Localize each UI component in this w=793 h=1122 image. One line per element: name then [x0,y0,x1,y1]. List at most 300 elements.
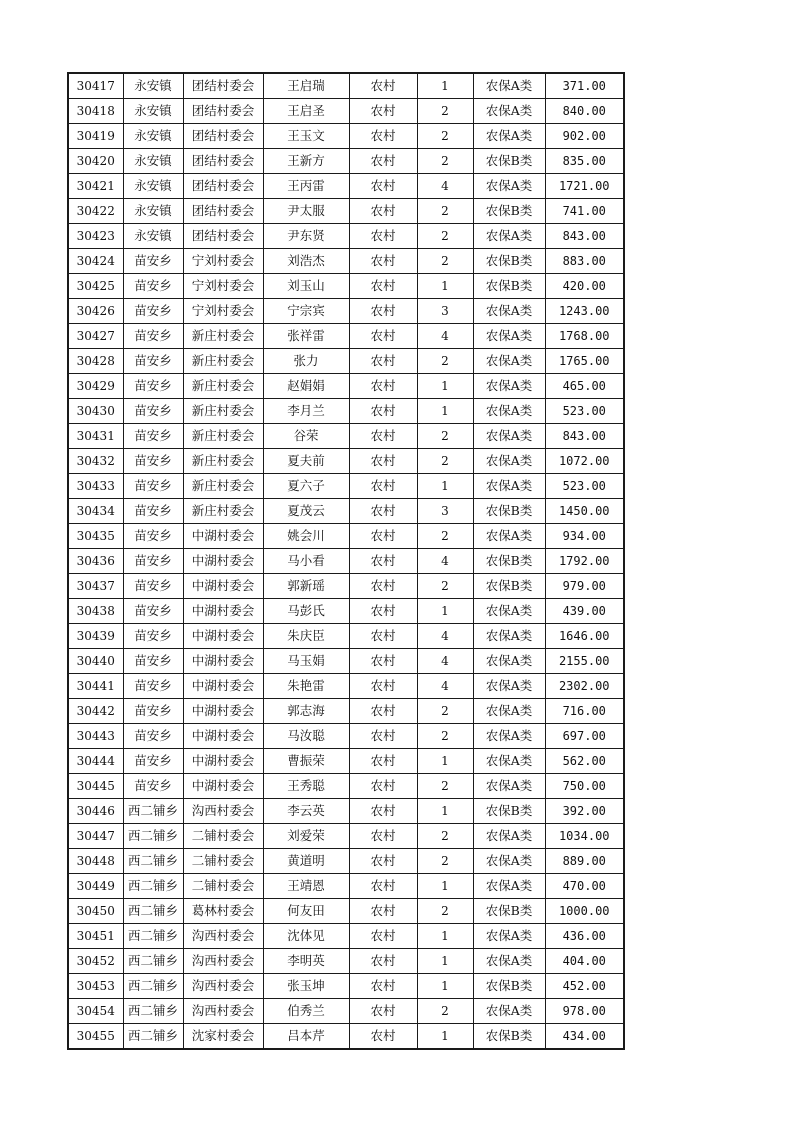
id-cell: 30419 [68,124,123,149]
village-cell: 中湖村委会 [183,549,263,574]
area-type-cell: 农村 [349,524,417,549]
village-cell: 团结村委会 [183,73,263,99]
amount-cell: 465.00 [545,374,624,399]
name-cell: 郭新瑶 [263,574,349,599]
amount-cell: 1646.00 [545,624,624,649]
area-type-cell: 农村 [349,899,417,924]
table-row [68,299,624,324]
table-row [68,999,624,1024]
area-type-cell: 农村 [349,299,417,324]
township-cell: 永安镇 [123,124,183,149]
amount-cell: 1000.00 [545,899,624,924]
household-size-cell: 2 [417,699,473,724]
township-cell: 苗安乡 [123,449,183,474]
household-size-cell: 1 [417,1024,473,1050]
village-cell: 团结村委会 [183,199,263,224]
id-cell: 30453 [68,974,123,999]
name-cell: 朱艳雷 [263,674,349,699]
village-cell: 中湖村委会 [183,724,263,749]
area-type-cell: 农村 [349,999,417,1024]
area-type-cell: 农村 [349,974,417,999]
area-type-cell: 农村 [349,499,417,524]
village-cell: 团结村委会 [183,149,263,174]
category-cell: 农保A类 [473,424,545,449]
amount-cell: 404.00 [545,949,624,974]
amount-cell: 843.00 [545,224,624,249]
table-row [68,924,624,949]
table-row [68,649,624,674]
household-size-cell: 1 [417,974,473,999]
table-row [68,324,624,349]
table-row [68,849,624,874]
household-size-cell: 2 [417,899,473,924]
category-cell: 农保B类 [473,199,545,224]
category-cell: 农保A类 [473,624,545,649]
amount-cell: 420.00 [545,274,624,299]
household-size-cell: 2 [417,124,473,149]
name-cell: 王玉文 [263,124,349,149]
amount-cell: 978.00 [545,999,624,1024]
category-cell: 农保A类 [473,324,545,349]
id-cell: 30446 [68,799,123,824]
township-cell: 苗安乡 [123,599,183,624]
household-size-cell: 4 [417,624,473,649]
household-size-cell: 2 [417,224,473,249]
household-size-cell: 2 [417,574,473,599]
township-cell: 西二铺乡 [123,1024,183,1050]
name-cell: 吕本芹 [263,1024,349,1050]
id-cell: 30443 [68,724,123,749]
id-cell: 30441 [68,674,123,699]
village-cell: 二铺村委会 [183,824,263,849]
category-cell: 农保A类 [473,124,545,149]
village-cell: 中湖村委会 [183,574,263,599]
amount-cell: 843.00 [545,424,624,449]
name-cell: 谷荣 [263,424,349,449]
township-cell: 永安镇 [123,149,183,174]
household-size-cell: 2 [417,449,473,474]
area-type-cell: 农村 [349,199,417,224]
category-cell: 农保A类 [473,174,545,199]
table-row [68,424,624,449]
village-cell: 宁刘村委会 [183,249,263,274]
category-cell: 农保B类 [473,899,545,924]
name-cell: 马玉娟 [263,649,349,674]
category-cell: 农保B类 [473,499,545,524]
table-row [68,449,624,474]
amount-cell: 1072.00 [545,449,624,474]
village-cell: 沟西村委会 [183,974,263,999]
area-type-cell: 农村 [349,649,417,674]
amount-cell: 1034.00 [545,824,624,849]
area-type-cell: 农村 [349,874,417,899]
area-type-cell: 农村 [349,374,417,399]
area-type-cell: 农村 [349,224,417,249]
household-size-cell: 2 [417,524,473,549]
village-cell: 团结村委会 [183,224,263,249]
area-type-cell: 农村 [349,73,417,99]
area-type-cell: 农村 [349,349,417,374]
id-cell: 30417 [68,73,123,99]
name-cell: 郭志海 [263,699,349,724]
area-type-cell: 农村 [349,849,417,874]
township-cell: 苗安乡 [123,499,183,524]
village-cell: 新庄村委会 [183,399,263,424]
village-cell: 沟西村委会 [183,799,263,824]
township-cell: 永安镇 [123,73,183,99]
id-cell: 30455 [68,1024,123,1050]
table-row [68,574,624,599]
category-cell: 农保A类 [473,399,545,424]
id-cell: 30430 [68,399,123,424]
township-cell: 苗安乡 [123,674,183,699]
area-type-cell: 农村 [349,599,417,624]
id-cell: 30433 [68,474,123,499]
table-row [68,624,624,649]
village-cell: 沟西村委会 [183,999,263,1024]
household-size-cell: 1 [417,949,473,974]
table-row [68,949,624,974]
name-cell: 黄道明 [263,849,349,874]
area-type-cell: 农村 [349,624,417,649]
area-type-cell: 农村 [349,1024,417,1050]
area-type-cell: 农村 [349,699,417,724]
area-type-cell: 农村 [349,474,417,499]
name-cell: 姚会川 [263,524,349,549]
household-size-cell: 1 [417,73,473,99]
township-cell: 苗安乡 [123,624,183,649]
id-cell: 30447 [68,824,123,849]
name-cell: 朱庆臣 [263,624,349,649]
township-cell: 苗安乡 [123,474,183,499]
area-type-cell: 农村 [349,724,417,749]
table-row [68,899,624,924]
township-cell: 苗安乡 [123,299,183,324]
table-row [68,724,624,749]
household-size-cell: 2 [417,774,473,799]
area-type-cell: 农村 [349,749,417,774]
id-cell: 30451 [68,924,123,949]
village-cell: 新庄村委会 [183,474,263,499]
category-cell: 农保A类 [473,774,545,799]
amount-cell: 436.00 [545,924,624,949]
id-cell: 30436 [68,549,123,574]
name-cell: 夏茂云 [263,499,349,524]
household-size-cell: 2 [417,824,473,849]
table-row [68,774,624,799]
id-cell: 30425 [68,274,123,299]
category-cell: 农保B类 [473,149,545,174]
household-size-cell: 4 [417,549,473,574]
township-cell: 苗安乡 [123,374,183,399]
township-cell: 西二铺乡 [123,974,183,999]
table-row [68,699,624,724]
category-cell: 农保A类 [473,474,545,499]
household-size-cell: 1 [417,924,473,949]
name-cell: 伯秀兰 [263,999,349,1024]
id-cell: 30437 [68,574,123,599]
table-row [68,374,624,399]
township-cell: 西二铺乡 [123,824,183,849]
village-cell: 新庄村委会 [183,324,263,349]
table-row [68,974,624,999]
amount-cell: 523.00 [545,399,624,424]
village-cell: 二铺村委会 [183,849,263,874]
household-size-cell: 1 [417,274,473,299]
township-cell: 西二铺乡 [123,849,183,874]
amount-cell: 697.00 [545,724,624,749]
category-cell: 农保B类 [473,1024,545,1050]
township-cell: 苗安乡 [123,399,183,424]
name-cell: 何友田 [263,899,349,924]
household-size-cell: 2 [417,149,473,174]
name-cell: 王靖恩 [263,874,349,899]
village-cell: 宁刘村委会 [183,299,263,324]
amount-cell: 1450.00 [545,499,624,524]
amount-cell: 883.00 [545,249,624,274]
table-row [68,73,624,99]
category-cell: 农保B类 [473,574,545,599]
area-type-cell: 农村 [349,149,417,174]
category-cell: 农保A类 [473,674,545,699]
township-cell: 苗安乡 [123,524,183,549]
village-cell: 宁刘村委会 [183,274,263,299]
table-row [68,199,624,224]
township-cell: 苗安乡 [123,249,183,274]
household-size-cell: 1 [417,374,473,399]
table-row [68,149,624,174]
id-cell: 30452 [68,949,123,974]
area-type-cell: 农村 [349,399,417,424]
id-cell: 30426 [68,299,123,324]
household-size-cell: 3 [417,499,473,524]
household-size-cell: 1 [417,799,473,824]
village-cell: 新庄村委会 [183,374,263,399]
township-cell: 西二铺乡 [123,924,183,949]
id-cell: 30438 [68,599,123,624]
household-size-cell: 4 [417,324,473,349]
village-cell: 中湖村委会 [183,674,263,699]
category-cell: 农保A类 [473,649,545,674]
village-cell: 新庄村委会 [183,424,263,449]
township-cell: 西二铺乡 [123,874,183,899]
table-row [68,499,624,524]
name-cell: 赵娟娟 [263,374,349,399]
area-type-cell: 农村 [349,824,417,849]
table-row [68,674,624,699]
name-cell: 尹东贤 [263,224,349,249]
village-cell: 新庄村委会 [183,349,263,374]
table-row [68,274,624,299]
area-type-cell: 农村 [349,449,417,474]
table-row [68,549,624,574]
name-cell: 王启瑞 [263,73,349,99]
table-row [68,749,624,774]
id-cell: 30450 [68,899,123,924]
household-size-cell: 2 [417,199,473,224]
table-body [68,73,624,1049]
amount-cell: 470.00 [545,874,624,899]
category-cell: 农保A类 [473,924,545,949]
household-size-cell: 2 [417,849,473,874]
id-cell: 30420 [68,149,123,174]
name-cell: 张力 [263,349,349,374]
household-size-cell: 3 [417,299,473,324]
category-cell: 农保A类 [473,699,545,724]
id-cell: 30445 [68,774,123,799]
id-cell: 30418 [68,99,123,124]
table-row [68,249,624,274]
category-cell: 农保A类 [473,999,545,1024]
name-cell: 夏夫前 [263,449,349,474]
name-cell: 宁宗宾 [263,299,349,324]
category-cell: 农保A类 [473,374,545,399]
amount-cell: 979.00 [545,574,624,599]
amount-cell: 1721.00 [545,174,624,199]
township-cell: 苗安乡 [123,699,183,724]
village-cell: 沟西村委会 [183,949,263,974]
category-cell: 农保A类 [473,299,545,324]
household-size-cell: 1 [417,399,473,424]
id-cell: 30454 [68,999,123,1024]
area-type-cell: 农村 [349,274,417,299]
id-cell: 30432 [68,449,123,474]
township-cell: 苗安乡 [123,649,183,674]
amount-cell: 392.00 [545,799,624,824]
household-size-cell: 1 [417,749,473,774]
household-size-cell: 2 [417,424,473,449]
table-row [68,599,624,624]
category-cell: 农保A类 [473,224,545,249]
category-cell: 农保A类 [473,749,545,774]
area-type-cell: 农村 [349,574,417,599]
amount-cell: 889.00 [545,849,624,874]
id-cell: 30449 [68,874,123,899]
township-cell: 西二铺乡 [123,799,183,824]
area-type-cell: 农村 [349,949,417,974]
id-cell: 30427 [68,324,123,349]
household-size-cell: 1 [417,474,473,499]
amount-cell: 371.00 [545,73,624,99]
name-cell: 刘玉山 [263,274,349,299]
table-row [68,1024,624,1050]
name-cell: 李明英 [263,949,349,974]
category-cell: 农保B类 [473,274,545,299]
amount-cell: 523.00 [545,474,624,499]
township-cell: 西二铺乡 [123,999,183,1024]
village-cell: 沟西村委会 [183,924,263,949]
township-cell: 苗安乡 [123,574,183,599]
name-cell: 马汝聪 [263,724,349,749]
household-size-cell: 2 [417,249,473,274]
village-cell: 团结村委会 [183,99,263,124]
name-cell: 夏六子 [263,474,349,499]
table-row [68,524,624,549]
table-row [68,174,624,199]
area-type-cell: 农村 [349,674,417,699]
name-cell: 马小看 [263,549,349,574]
village-cell: 中湖村委会 [183,624,263,649]
household-size-cell: 2 [417,99,473,124]
id-cell: 30442 [68,699,123,724]
township-cell: 苗安乡 [123,549,183,574]
household-size-cell: 4 [417,674,473,699]
village-cell: 中湖村委会 [183,524,263,549]
township-cell: 苗安乡 [123,749,183,774]
category-cell: 农保A类 [473,724,545,749]
household-size-cell: 2 [417,999,473,1024]
data-table [67,72,625,1050]
area-type-cell: 农村 [349,774,417,799]
village-cell: 团结村委会 [183,124,263,149]
name-cell: 王丙雷 [263,174,349,199]
table-row [68,399,624,424]
amount-cell: 434.00 [545,1024,624,1050]
household-size-cell: 4 [417,649,473,674]
table-row [68,349,624,374]
name-cell: 尹太服 [263,199,349,224]
id-cell: 30434 [68,499,123,524]
category-cell: 农保A类 [473,349,545,374]
area-type-cell: 农村 [349,174,417,199]
amount-cell: 2302.00 [545,674,624,699]
village-cell: 团结村委会 [183,174,263,199]
amount-cell: 750.00 [545,774,624,799]
village-cell: 葛林村委会 [183,899,263,924]
township-cell: 苗安乡 [123,724,183,749]
id-cell: 30448 [68,849,123,874]
village-cell: 中湖村委会 [183,649,263,674]
category-cell: 农保B类 [473,249,545,274]
village-cell: 新庄村委会 [183,449,263,474]
name-cell: 李月兰 [263,399,349,424]
name-cell: 王启圣 [263,99,349,124]
township-cell: 苗安乡 [123,774,183,799]
table-row [68,474,624,499]
area-type-cell: 农村 [349,124,417,149]
household-size-cell: 4 [417,174,473,199]
village-cell: 二铺村委会 [183,874,263,899]
village-cell: 中湖村委会 [183,599,263,624]
category-cell: 农保A类 [473,949,545,974]
amount-cell: 716.00 [545,699,624,724]
household-size-cell: 1 [417,599,473,624]
amount-cell: 2155.00 [545,649,624,674]
area-type-cell: 农村 [349,799,417,824]
name-cell: 王秀聪 [263,774,349,799]
township-cell: 苗安乡 [123,324,183,349]
name-cell: 刘爱荣 [263,824,349,849]
township-cell: 永安镇 [123,99,183,124]
id-cell: 30424 [68,249,123,274]
name-cell: 王新方 [263,149,349,174]
household-size-cell: 2 [417,724,473,749]
household-size-cell: 2 [417,349,473,374]
table-row [68,799,624,824]
area-type-cell: 农村 [349,424,417,449]
id-cell: 30444 [68,749,123,774]
category-cell: 农保B类 [473,974,545,999]
village-cell: 沈家村委会 [183,1024,263,1050]
area-type-cell: 农村 [349,249,417,274]
name-cell: 马彭氏 [263,599,349,624]
township-cell: 永安镇 [123,174,183,199]
category-cell: 农保A类 [473,73,545,99]
table-row [68,99,624,124]
table-row [68,824,624,849]
amount-cell: 741.00 [545,199,624,224]
category-cell: 农保A类 [473,599,545,624]
